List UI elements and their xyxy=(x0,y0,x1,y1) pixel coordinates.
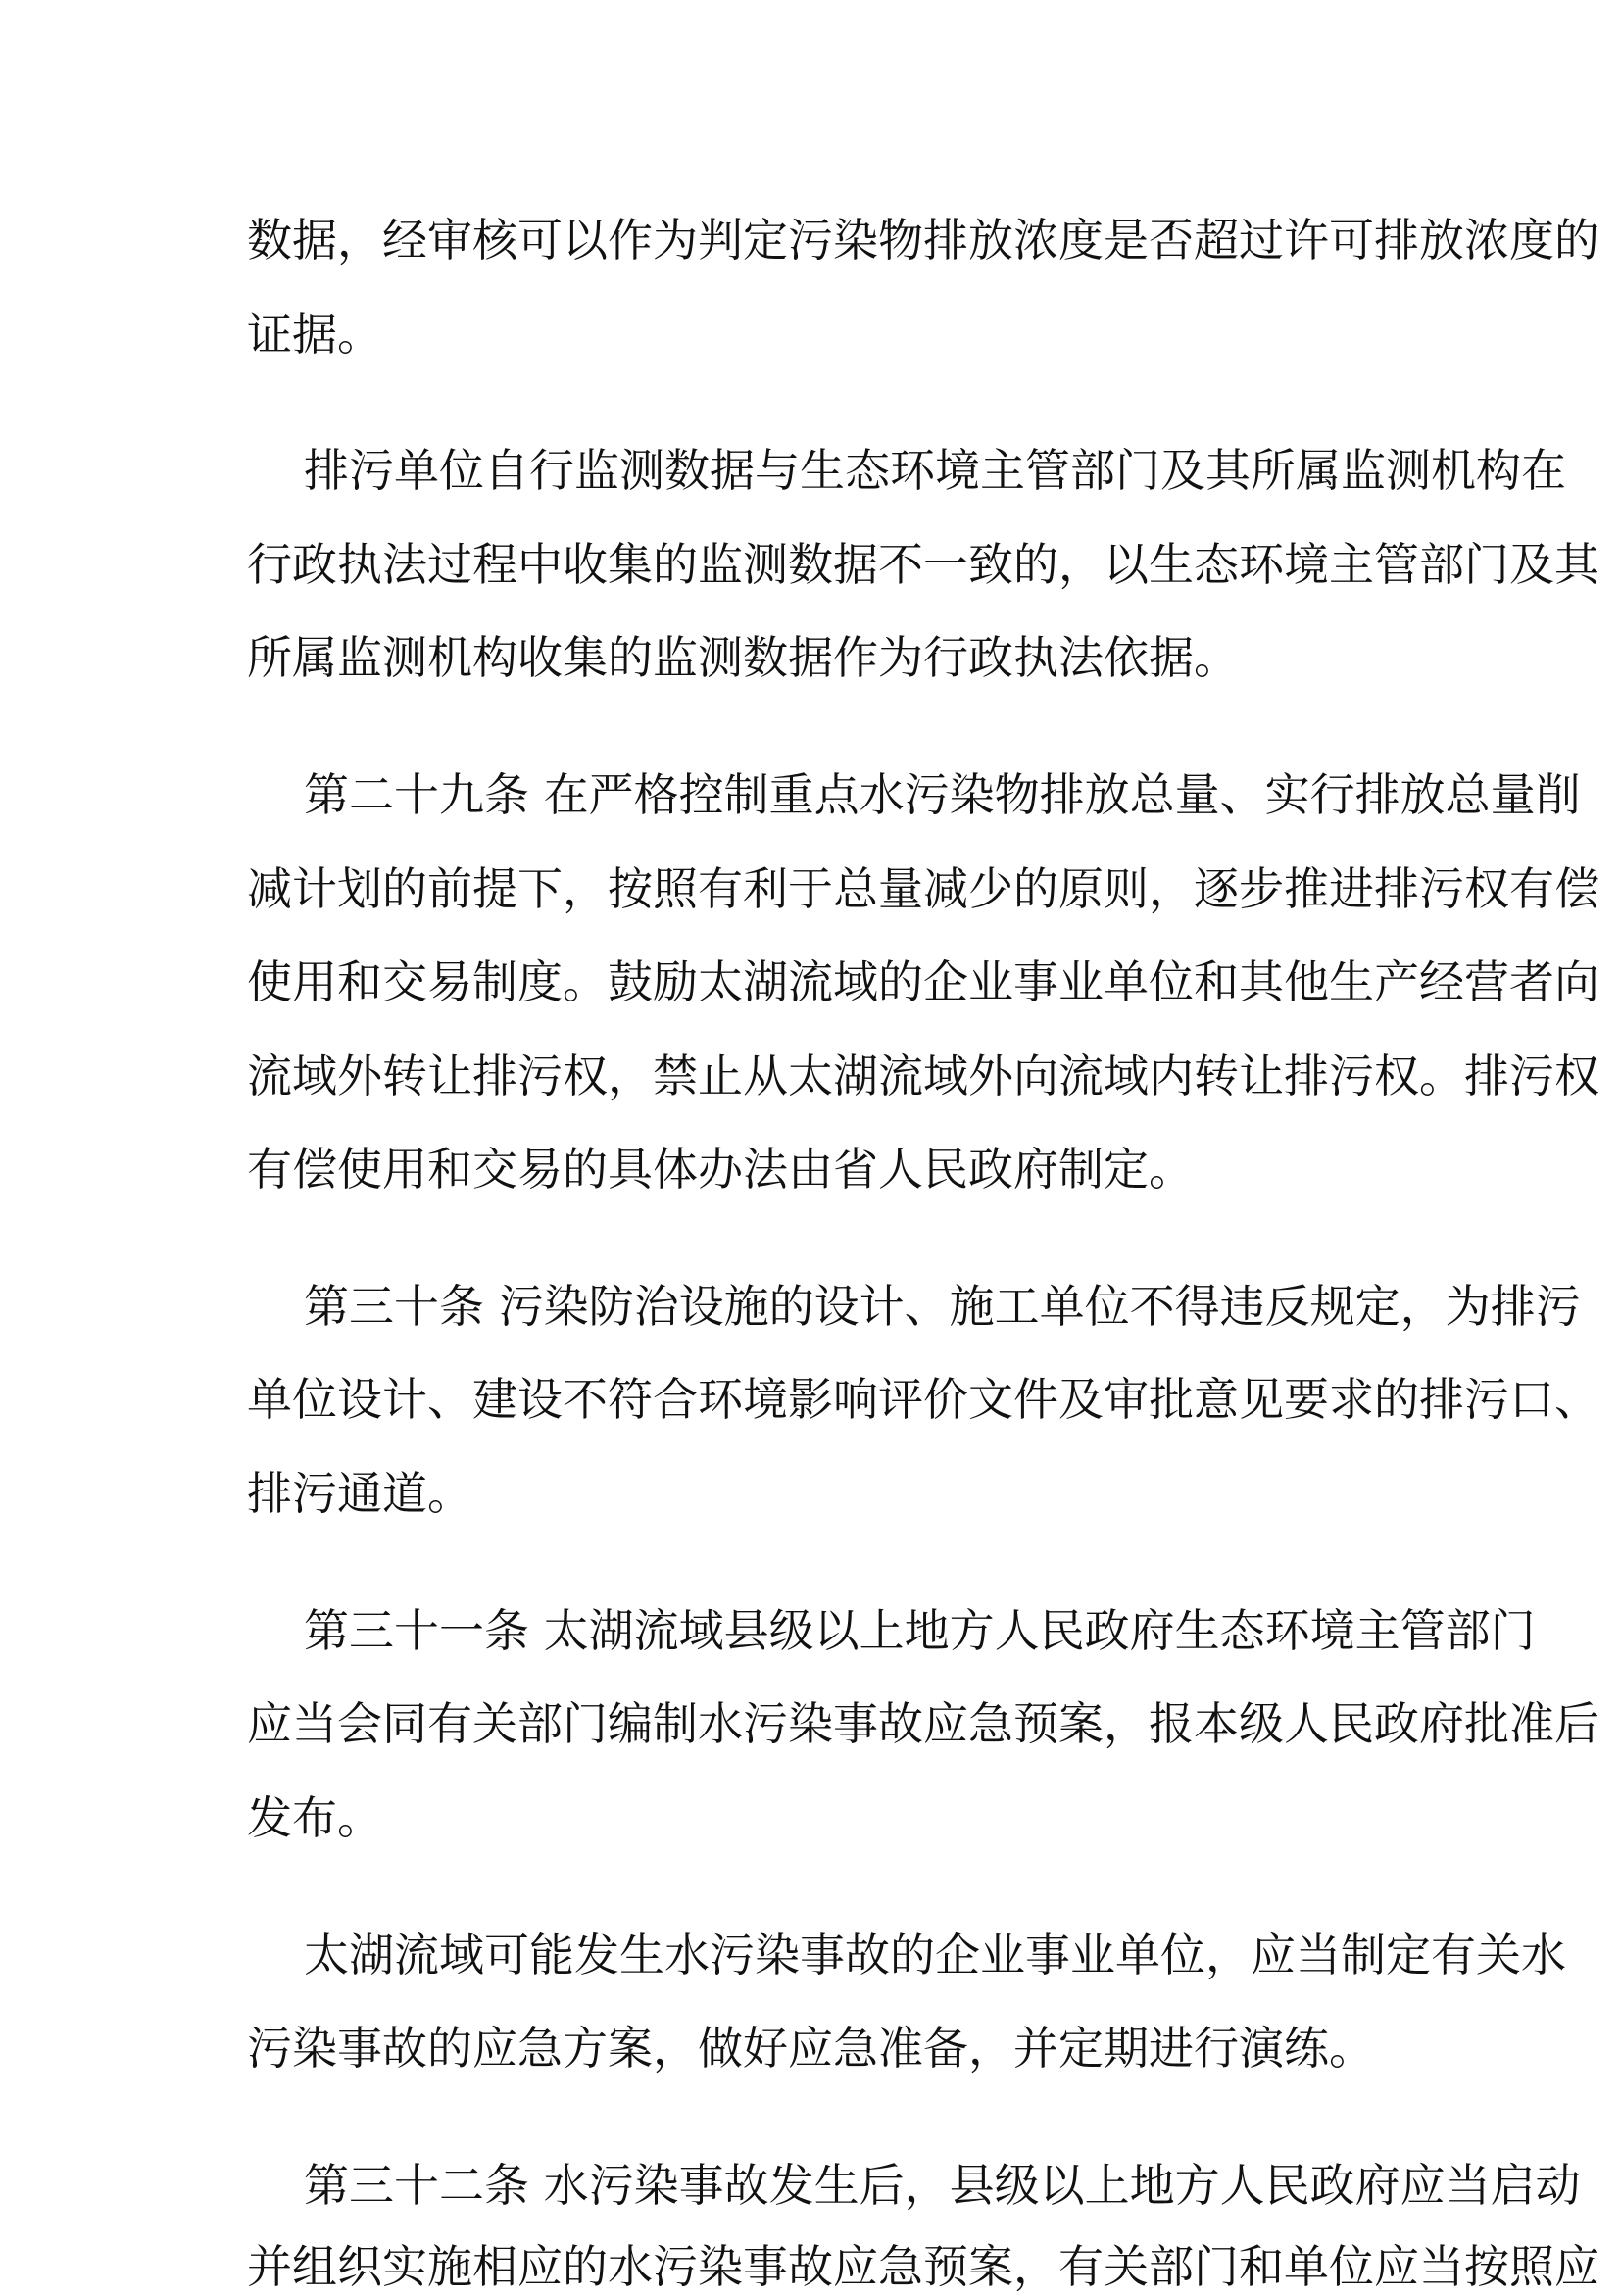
text-line: 排污通道。 xyxy=(247,1467,472,1520)
article-29-heading-line: 第二十九条 在严格控制重点水污染物排放总量、实行排放总量削 xyxy=(304,768,1581,821)
article-30-heading-line: 第三十条 污染防治设施的设计、施工单位不得违反规定，为排污 xyxy=(304,1280,1581,1333)
text-line: 单位设计、建设不符合环境影响评价文件及审批意见要求的排污口、 xyxy=(247,1373,1599,1426)
text-line: 应当会同有关部门编制水污染事故应急预案，报本级人民政府批准后 xyxy=(247,1697,1599,1750)
text-line: 排污单位自行监测数据与生态环境主管部门及其所属监测机构在 xyxy=(304,444,1566,497)
text-line: 太湖流域可能发生水污染事故的企业事业单位，应当制定有关水 xyxy=(304,1929,1566,1981)
text-line: 并组织实施相应的水污染事故应急预案，有关部门和单位应当按照应 xyxy=(247,2240,1599,2293)
text-line: 数据，经审核可以作为判定污染物排放浓度是否超过许可排放浓度的 xyxy=(247,214,1599,267)
text-line: 流域外转让排污权，禁止从太湖流域外向流域内转让排污权。排污权 xyxy=(247,1050,1599,1102)
text-line: 使用和交易制度。鼓励太湖流域的企业事业单位和其他生产经营者向 xyxy=(247,955,1599,1008)
article-32-heading-line: 第三十二条 水污染事故发生后，县级以上地方人民政府应当启动 xyxy=(304,2159,1581,2212)
text-line: 污染事故的应急方案，做好应急准备，并定期进行演练。 xyxy=(247,2022,1374,2075)
text-line: 行政执法过程中收集的监测数据不一致的，以生态环境主管部门及其 xyxy=(247,538,1599,591)
text-line: 发布。 xyxy=(247,1791,382,1844)
text-line: 有偿使用和交易的具体办法由省人民政府制定。 xyxy=(247,1143,1194,1196)
text-line: 所属监测机构收集的监测数据作为行政执法依据。 xyxy=(247,631,1239,684)
article-31-heading-line: 第三十一条 太湖流域县级以上地方人民政府生态环境主管部门 xyxy=(304,1604,1536,1657)
text-line: 减计划的前提下，按照有利于总量减少的原则，逐步推进排污权有偿 xyxy=(247,862,1599,915)
text-line: 证据。 xyxy=(247,308,382,361)
